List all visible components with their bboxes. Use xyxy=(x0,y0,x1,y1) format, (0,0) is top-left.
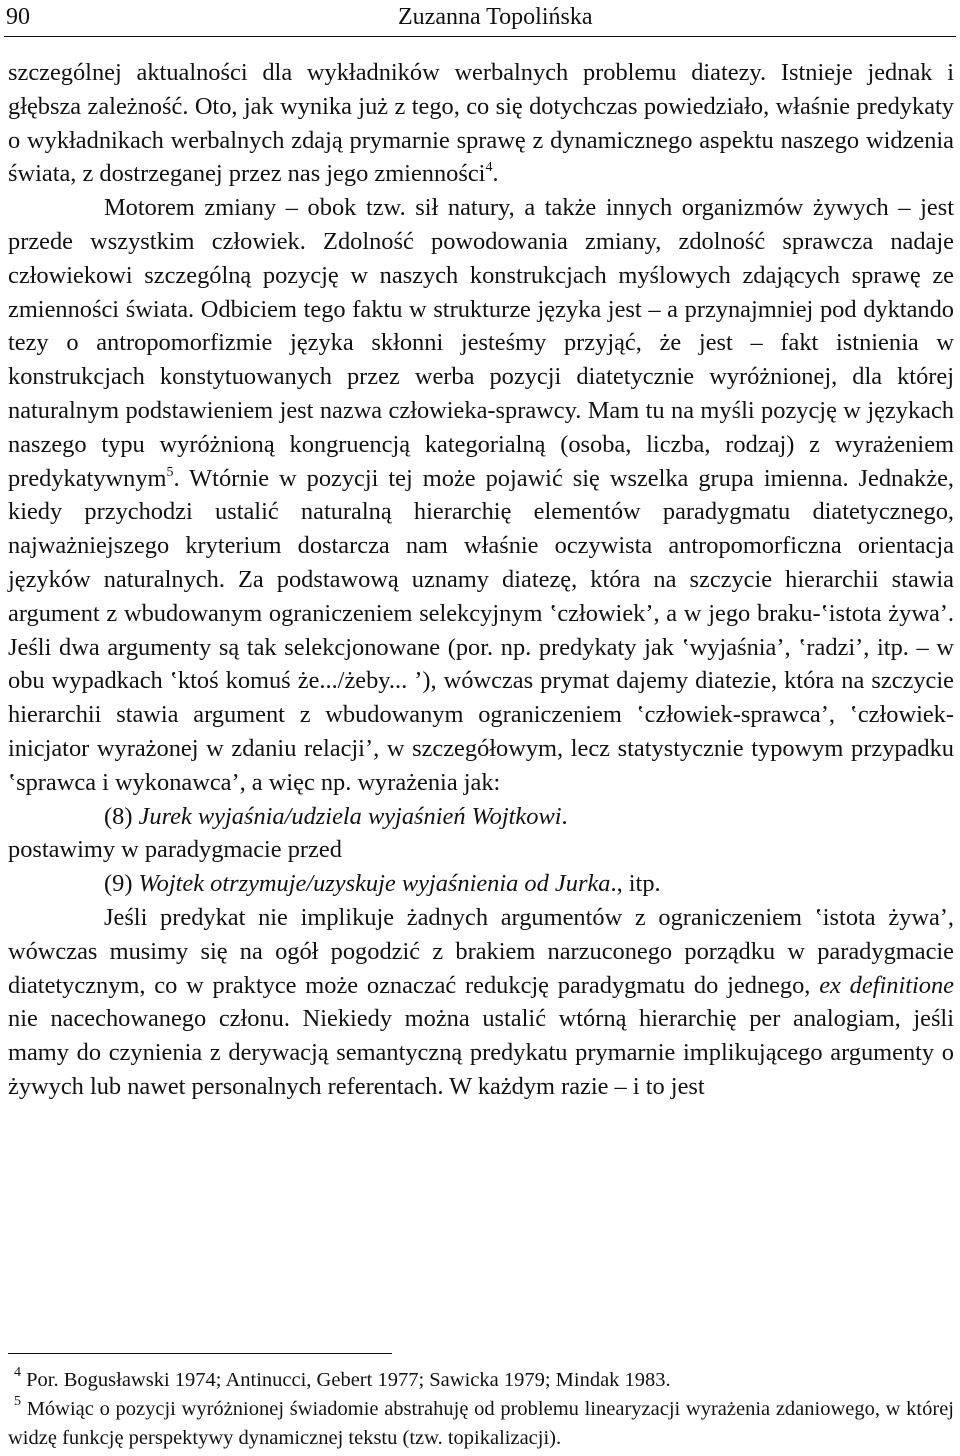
footnote-5: $^5$ Mówiąc o pozycji wyróżnionej świadomie abstrahuję od problemu linearyzacji wyrażenia zdaniowego, w której widzę funkcję perspektywy dynamicznej tekstu (tzw. topikalizacji). xyxy=(8,1394,954,1449)
footnote-ref-5[interactable]: 5 xyxy=(166,464,174,480)
paragraph-2: Motorem zmiany – obok tzw. sił natury, a także innych organizmów żywych – jest przede wszystkim człowiek. Zdolność powodowania zmiany, zdolność sprawcza nadaje człowiekowi szczególną pozycję w naszych konstrukcjach myślowych zdających sprawę ze zmienności świata. Odbiciem tego faktu w strukturze języka jest – a przynajmniej pod dyktando tezy o antropomorfizmie języka skłonni jesteśmy przyjąć, że jest – fakt istnienia w konstrukcjach konstytuowanych przez werba pozycji diatetycznie wyróżnionej, dla której naturalnym podstawieniem jest nazwa człowieka-sprawcy. Mam tu na myśli pozycję w językach naszego typu wyróżnioną kongruencją kategorialną (osoba, liczba, rodzaj) z wyrażeniem predykatywnym$^5$. Wtórnie w pozycji tej może pojawić się wszelka grupa imienna. Jednakże, kiedy przychodzi ustalić naturalną hierarchię elementów paradygmatu diatetycznego, najważniejszego kryterium dostarcza nam właśnie oczywista antropomorficzna orientacja języków naturalnych. Za podstawową uznamy diatezę, która na szczycie hierarchii stawia argument z wbudowanym ograniczeniem selekcyjnym ʽczłowiek’, a w jego braku-ʽistota żywa’. Jeśli dwa argumenty są tak selekcjonowane (por. np. predykaty jak ʽwyjaśnia’, ʽradzi’, itp. – w obu wypadkach ʽktoś komuś że.../żeby... ’), wówczas prymat dajemy diatezie, która na szczycie hierarchii stawia argument z wbudowanym ograniczeniem ʽczłowiek-sprawca’, ʽczłowiek-inicjator wyrażonej w zdaniu relacji’, w szczegółowym, lecz statystycznie typowym przypadku ʽsprawca i wykonawca’, a więc np. wyrażenia jak: xyxy=(8,194,954,796)
header-rule xyxy=(4,36,956,37)
footnote-ref-4[interactable]: 4 xyxy=(485,160,493,176)
paragraph-3: Jeśli predykat nie implikuje żadnych argumentów z ograniczeniem ʽistota żywa’, wówczas musimy się na ogół pogodzić z brakiem narzuconego porządku w paradygmacie diatetycznym, co w praktyce może oznaczać redukcję paradygmatu do jednego, ex definitione nie nacechowanego członu. Niekiedy można ustalić wtórną hierarchię per analogiam, jeśli mamy do czynienia z derywacją semantyczną predykatu prymarnie implikującego argumenty o żywych lub nawet personalnych referentach. W każdym razie – i to jest xyxy=(8,903,954,1100)
between-examples: postawimy w paradygmacie przed xyxy=(8,836,342,864)
example-9: (9) Wojtek otrzymuje/uzyskuje wyjaśnienia od Jurka., itp. xyxy=(104,870,661,898)
paragraph-1: szczególnej aktualności dla wykładników werbalnych problemu diatezy. Istnieje jednak i głębsza zależność. Oto, jak wynika już z tego, co się dotychczas powiedziało, właśnie predykaty o wykładnikach werbalnych zdają prymarnie sprawę z dynamicznego aspektu naszego widzenia świata, z dostrzeganej przez nas jego zmienności$^4$. xyxy=(8,59,954,188)
running-head: Zuzanna Topolińska xyxy=(398,4,593,30)
example-8: (8) Jurek wyjaśnia/udziela wyjaśnień Wojtkowi. xyxy=(104,802,568,830)
footnotes xyxy=(8,1366,954,1453)
footnote-rule xyxy=(8,1353,392,1354)
footnote-4: $^4$ Por. Bogusławski 1974; Antinucci, Gebert 1977; Sawicka 1979; Mindak 1983. xyxy=(14,1365,671,1391)
page-header xyxy=(0,0,960,36)
page-number: 90 xyxy=(6,4,30,30)
main-text xyxy=(8,56,954,1104)
